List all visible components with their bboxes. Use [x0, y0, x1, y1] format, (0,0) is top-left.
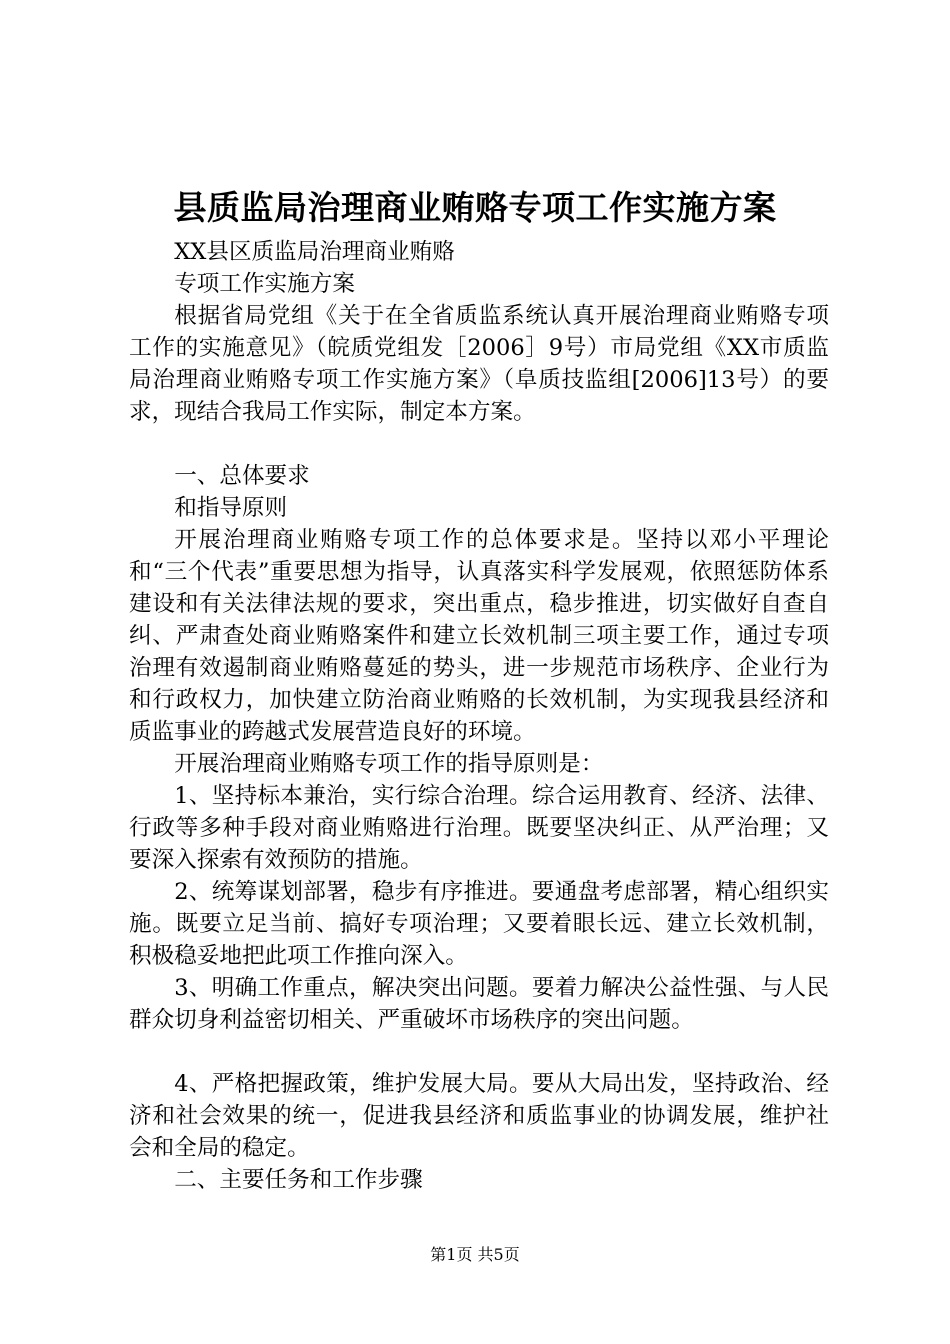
page-indicator: 第1页 共5页 [430, 1245, 520, 1264]
section-heading: 二、主要任务和工作步骤 [174, 1167, 423, 1193]
body-paragraph: 2、统筹谋划部署，稳步有序推进。要通盘考虑部署，精心组织实施。既要立足当前、搞好专项治理；又要着眼长远、建立长效机制，积极稳妥地把此项工作推向深入。 [129, 879, 829, 969]
section-heading: 一、总体要求 [174, 463, 310, 489]
document-body [129, 236, 829, 1196]
blank-line [129, 428, 829, 460]
body-paragraph: 4、严格把握政策，维护发展大局。要从大局出发，坚持政治、经济和社会效果的统一，促进我县经济和质监事业的协调发展，维护社会和全局的稳定。 [129, 1071, 829, 1161]
body-paragraph: 开展治理商业贿赂专项工作的指导原则是： [174, 751, 604, 777]
section-heading: 和指导原则 [174, 495, 288, 521]
body-paragraph: 专项工作实施方案 [174, 271, 355, 297]
body-paragraph: 开展治理商业贿赂专项工作的总体要求是。坚持以邓小平理论和“三个代表”重要思想为指导，认真落实科学发展观，依照惩防体系建设和有关法律法规的要求，突出重点，稳步推进，切实做好自查自纠、严肃查处商业贿赂案件和建立长效机制三项主要工作，通过专项治理有效遏制商业贿赂蔓延的势头，进一步规范市场秩序、企业行为和行政权力，加快建立防治商业贿赂的长效机制，为实现我县经济和质监事业的跨越式发展营造良好的环境。 [129, 527, 829, 745]
body-paragraph: 1、坚持标本兼治，实行综合治理。综合运用教育、经济、法律、行政等多种手段对商业贿赂进行治理。既要坚决纠正、从严治理；又要深入探索有效预防的措施。 [129, 783, 829, 873]
document-title: 县质监局治理商业贿赂专项工作实施方案 [173, 188, 777, 227]
body-paragraph: XX县区质监局治理商业贿赂 [174, 239, 455, 265]
body-paragraph: 根据省局党组《关于在全省质监系统认真开展治理商业贿赂专项工作的实施意见》（皖质党组发［2006］9号）市局党组《XX市质监局治理商业贿赂专项工作实施方案》（阜质技监组[2006]13号）的要求，现结合我局工作实际，制定本方案。 [129, 303, 829, 425]
blank-line [129, 1036, 829, 1068]
body-paragraph: 3、明确工作重点，解决突出问题。要着力解决公益性强、与人民群众切身利益密切相关、严重破坏市场秩序的突出问题。 [129, 975, 829, 1033]
